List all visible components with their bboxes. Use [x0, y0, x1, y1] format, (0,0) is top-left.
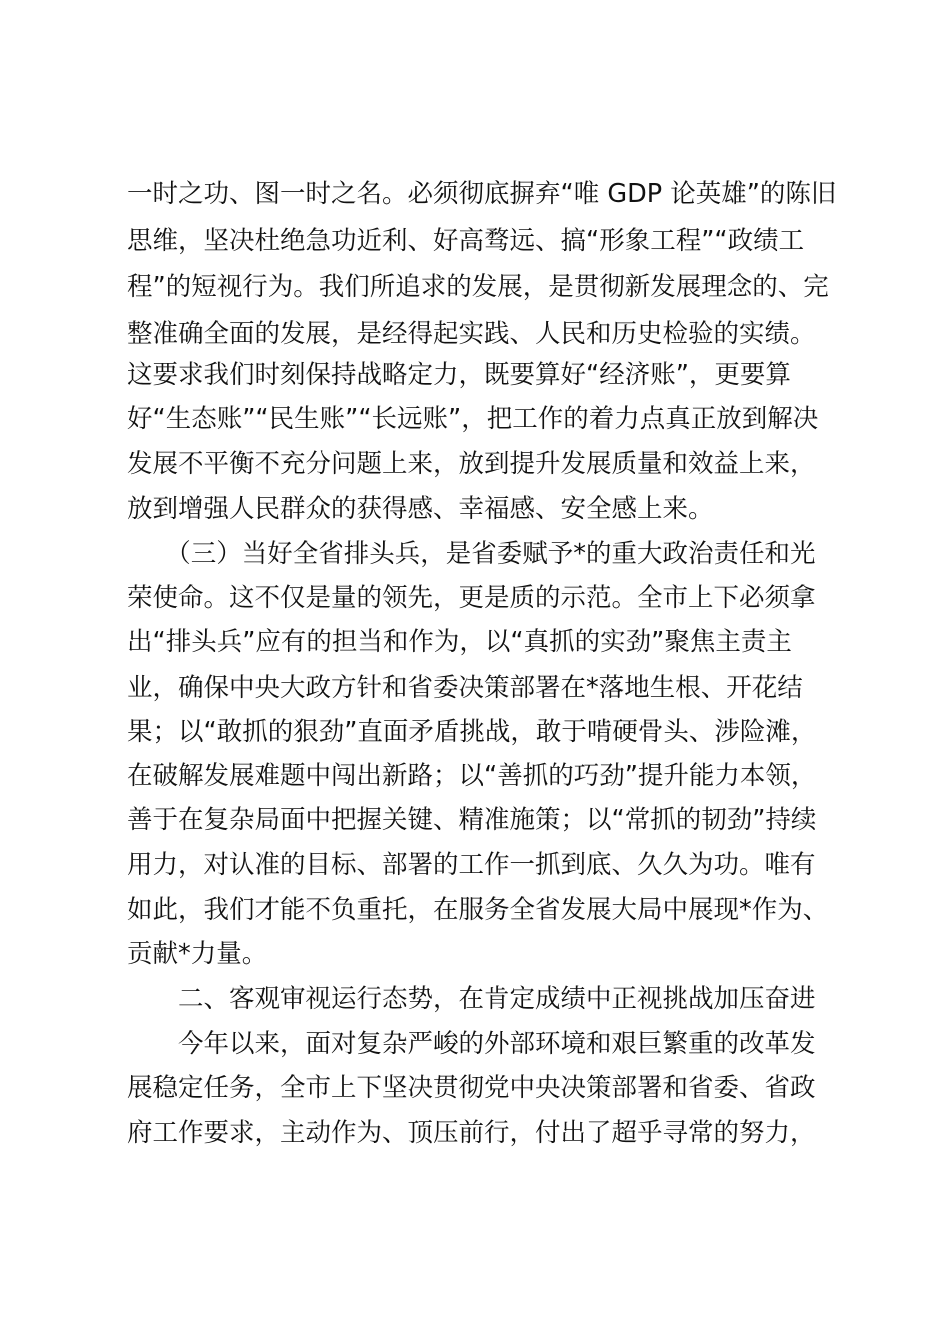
text-line: 如此，我们才能不负重托，在服务全省发展大局中展现*作为、 — [127, 895, 829, 925]
text-line: 思维，坚决杜绝急功近利、好高骛远、搞“形象工程”“政绩工 — [127, 226, 805, 256]
text-line: 放到增强人民群众的获得感、幸福感、安全感上来。 — [127, 494, 714, 524]
text-line: 这要求我们时刻保持战略定力，既要算好“经济账”，更要算 — [127, 360, 791, 390]
text-line: 出“排头兵”应有的担当和作为，以“真抓的实劲”聚焦主责主 — [127, 627, 792, 657]
text-line: 发展不平衡不充分问题上来，放到提升发展质量和效益上来， — [127, 449, 816, 479]
text-line: 程”的短视行为。我们所追求的发展，是贯彻新发展理念的、完 — [127, 272, 829, 302]
text-line: 业，确保中央大政方针和省委决策部署在*落地生根、开花结 — [127, 673, 803, 703]
text-line: 果；以“敢抓的狠劲”直面矛盾挑战，敢于啃硬骨头、涉险滩， — [127, 717, 817, 747]
text-line: （三）当好全省排头兵，是省委赋予*的重大政治责任和光 — [127, 539, 816, 569]
text-line: 展稳定任务，全市上下坚决贯彻党中央决策部署和省委、省政 — [127, 1073, 816, 1103]
text-line: 在破解发展难题中闯出新路；以“善抓的巧劲”提升能力本领， — [127, 761, 817, 791]
section-heading: 二、客观审视运行态势，在肯定成绩中正视挑战加压奋进 — [127, 984, 816, 1014]
text-line: 用力，对认准的目标、部署的工作一抓到底、久久为功。唯有 — [127, 850, 816, 880]
text-line: 善于在复杂局面中把握关键、精准施策；以“常抓的韧劲”持续 — [127, 805, 817, 835]
text-line: 一时之功、图一时之名。必须彻底摒弃“唯 GDP 论英雄”的陈旧 — [127, 179, 837, 209]
text-line: 府工作要求，主动作为、顶压前行，付出了超乎寻常的努力， — [127, 1118, 816, 1148]
text-line: 整准确全面的发展，是经得起实践、人民和历史检验的实绩。 — [127, 319, 816, 349]
text-line: 今年以来，面对复杂严峻的外部环境和艰巨繁重的改革发 — [127, 1029, 816, 1059]
text-line: 荣使命。这不仅是量的领先，更是质的示范。全市上下必须拿 — [127, 583, 816, 613]
text-line: 贡献*力量。 — [127, 939, 268, 969]
text-line: 好“生态账”“民生账”“长远账”，把工作的着力点真正放到解决 — [127, 404, 819, 434]
